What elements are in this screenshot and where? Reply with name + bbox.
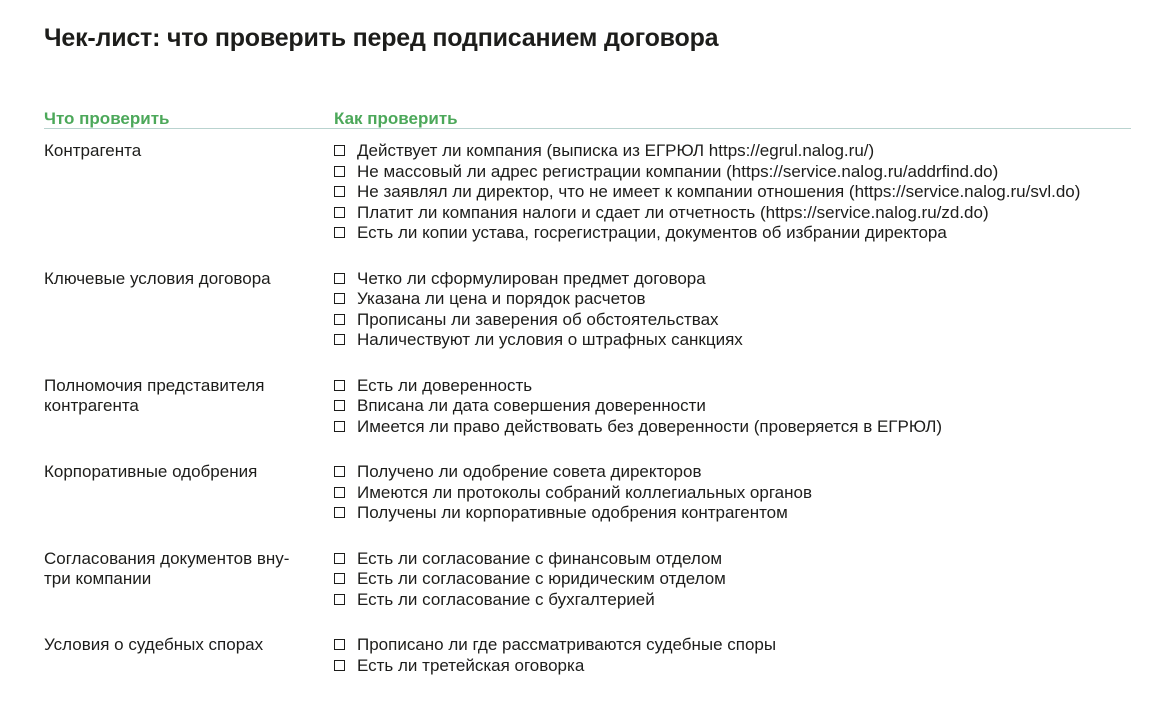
check-item-text: Есть ли согласование с финансовым отделом bbox=[357, 548, 723, 568]
row-label: Условия о судебных спорах bbox=[44, 635, 264, 654]
row-label: Ключевые условия договора bbox=[44, 268, 271, 288]
checklist-table bbox=[44, 141, 1131, 676]
check-item[interactable] bbox=[334, 289, 1131, 310]
table-header bbox=[44, 54, 1131, 129]
check-item-text: Указана ли цена и порядок расчетов bbox=[357, 289, 646, 308]
checkbox[interactable] bbox=[334, 639, 345, 650]
check-items bbox=[334, 376, 1131, 438]
checkbox[interactable] bbox=[334, 421, 345, 432]
check-items bbox=[334, 549, 1131, 611]
check-item[interactable] bbox=[334, 635, 1131, 656]
check-items bbox=[334, 462, 1131, 524]
check-item[interactable] bbox=[334, 141, 1131, 162]
check-item-text: Имеются ли протоколы собраний коллегиальных органов bbox=[357, 482, 812, 502]
checklist-page bbox=[44, 22, 1131, 701]
page-title: Чек-лист: что проверить перед подписанием договора bbox=[44, 24, 719, 52]
check-item-text: Наличествуют ли условия о штрафных санкциях bbox=[357, 330, 743, 349]
check-item[interactable] bbox=[334, 223, 1131, 244]
checkbox[interactable] bbox=[334, 186, 345, 197]
row-label-line: Согласования документов вну- bbox=[44, 548, 290, 568]
row-label bbox=[44, 376, 334, 417]
check-item-text: Четко ли сформулирован предмет договора bbox=[357, 268, 706, 288]
checklist-row-representative-authority bbox=[44, 376, 1131, 438]
check-item[interactable] bbox=[334, 182, 1131, 203]
check-item-text: Платит ли компания налоги и сдает ли отчетность (https://service.nalog.ru/zd.do) bbox=[357, 202, 989, 222]
check-item-text: Действует ли компания (выписка из ЕГРЮЛ https://egrul.nalog.ru/) bbox=[357, 141, 875, 160]
row-label-line: три компании bbox=[44, 569, 152, 588]
checkbox[interactable] bbox=[334, 293, 345, 304]
column-header-how: Как проверить bbox=[334, 109, 458, 128]
check-item[interactable] bbox=[334, 483, 1131, 504]
check-item-text: Есть ли доверенность bbox=[357, 375, 533, 395]
row-label: Корпоративные одобрения bbox=[44, 462, 258, 481]
checkbox[interactable] bbox=[334, 145, 345, 156]
check-item-text: Прописано ли где рассматриваются судебные споры bbox=[357, 635, 777, 654]
checkbox[interactable] bbox=[334, 573, 345, 584]
check-item-text: Есть ли согласование с бухгалтерией bbox=[357, 589, 655, 609]
checkbox[interactable] bbox=[334, 594, 345, 605]
row-label: Контрагента bbox=[44, 141, 142, 160]
column-header-what: Что проверить bbox=[44, 109, 170, 128]
check-items bbox=[334, 141, 1131, 244]
checkbox[interactable] bbox=[334, 507, 345, 518]
check-item[interactable] bbox=[334, 203, 1131, 224]
checkbox[interactable] bbox=[334, 273, 345, 284]
checkbox[interactable] bbox=[334, 400, 345, 411]
check-item[interactable] bbox=[334, 310, 1131, 331]
checklist-row-litigation-terms bbox=[44, 635, 1131, 676]
checklist-row-counterparty bbox=[44, 141, 1131, 244]
check-item-text: Прописаны ли заверения об обстоятельствах bbox=[357, 309, 719, 329]
check-item[interactable] bbox=[334, 503, 1131, 524]
check-item[interactable] bbox=[334, 462, 1131, 483]
check-item[interactable] bbox=[334, 569, 1131, 590]
check-item[interactable] bbox=[334, 376, 1131, 397]
check-item-text: Получены ли корпоративные одобрения контрагентом bbox=[357, 503, 788, 522]
checkbox[interactable] bbox=[334, 380, 345, 391]
check-item[interactable] bbox=[334, 590, 1131, 611]
row-label bbox=[44, 549, 334, 590]
check-item-text: Не заявлял ли директор, что не имеет к компании отношения (https://service.nalog.ru/svl.do) bbox=[357, 182, 1081, 201]
check-item[interactable] bbox=[334, 656, 1131, 677]
check-item-text: Есть ли согласование с юридическим отделом bbox=[357, 569, 726, 588]
checkbox[interactable] bbox=[334, 487, 345, 498]
checkbox[interactable] bbox=[334, 660, 345, 671]
check-item[interactable] bbox=[334, 549, 1131, 570]
checklist-row-key-terms bbox=[44, 269, 1131, 351]
check-items bbox=[334, 635, 1131, 676]
row-label-line: контрагента bbox=[44, 396, 139, 415]
checklist-row-internal-approvals bbox=[44, 549, 1131, 611]
checklist-row-corporate-approvals bbox=[44, 462, 1131, 524]
checkbox[interactable] bbox=[334, 166, 345, 177]
check-item[interactable] bbox=[334, 417, 1131, 438]
check-item-text: Вписана ли дата совершения доверенности bbox=[357, 396, 706, 415]
check-item-text: Есть ли копии устава, госрегистрации, документов об избрании директора bbox=[357, 223, 947, 242]
check-item-text: Получено ли одобрение совета директоров bbox=[357, 462, 702, 481]
check-item[interactable] bbox=[334, 162, 1131, 183]
check-item-text: Есть ли третейская оговорка bbox=[357, 655, 585, 675]
checkbox[interactable] bbox=[334, 207, 345, 218]
checkbox[interactable] bbox=[334, 227, 345, 238]
check-item[interactable] bbox=[334, 269, 1131, 290]
checkbox[interactable] bbox=[334, 314, 345, 325]
check-item[interactable] bbox=[334, 396, 1131, 417]
check-item[interactable] bbox=[334, 330, 1131, 351]
checkbox[interactable] bbox=[334, 553, 345, 564]
check-items bbox=[334, 269, 1131, 351]
check-item-text: Не массовый ли адрес регистрации компании (https://service.nalog.ru/addrfind.do) bbox=[357, 161, 999, 181]
row-label-line: Полномочия представителя bbox=[44, 375, 265, 395]
checkbox[interactable] bbox=[334, 334, 345, 345]
checkbox[interactable] bbox=[334, 466, 345, 477]
check-item-text: Имеется ли право действовать без доверенности (проверяется в ЕГРЮЛ) bbox=[357, 416, 943, 436]
